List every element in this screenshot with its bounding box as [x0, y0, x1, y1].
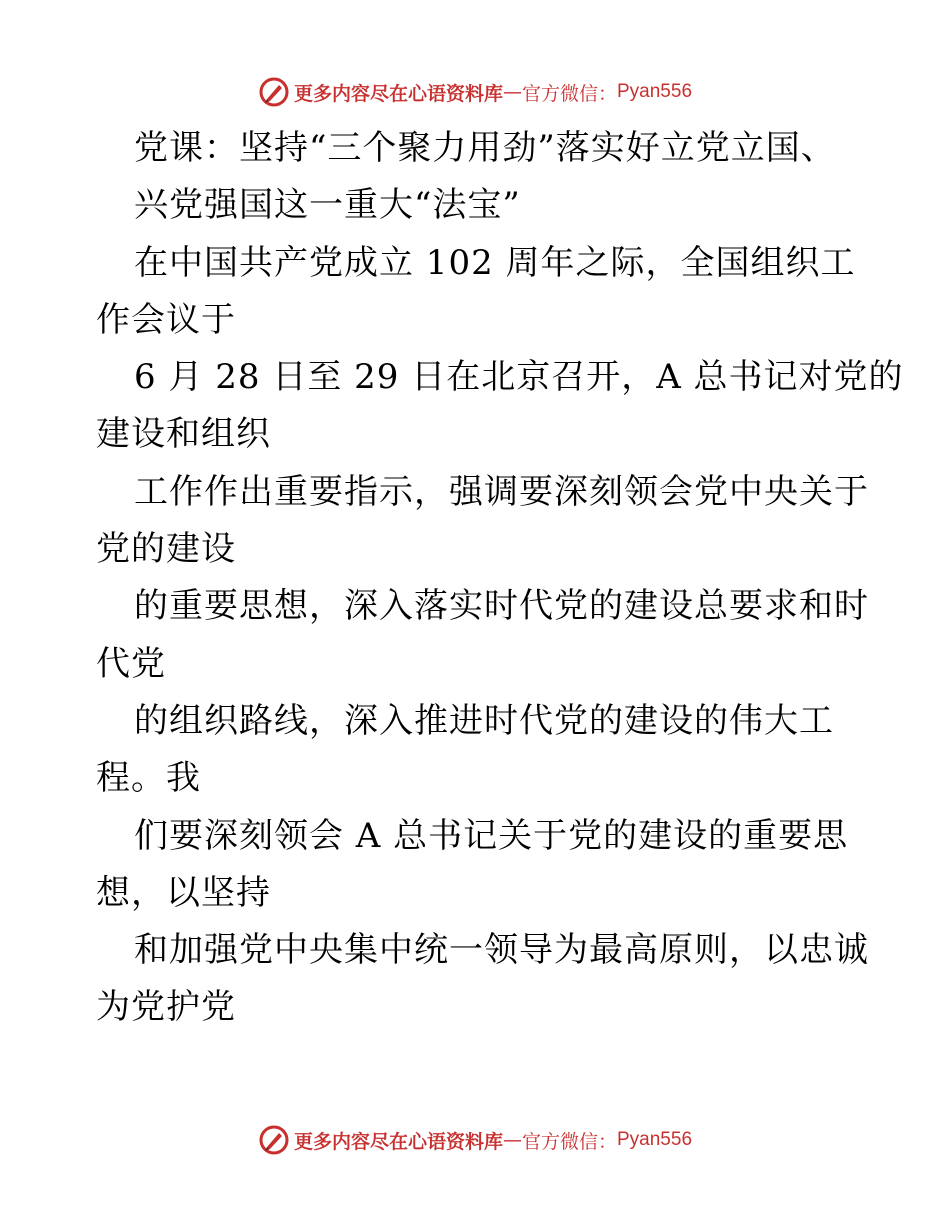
watermark-dash: — [502, 1129, 522, 1151]
doc-line: 党课：坚持“三个聚力用劲”落实好立党立国、 [134, 128, 836, 168]
watermark-dash: — [502, 81, 522, 103]
doc-line: 工作作出重要指示，强调要深刻领会党中央关于 [134, 471, 869, 512]
doc-line: 党的建设 [96, 529, 236, 570]
pen-logo-icon [258, 76, 290, 108]
doc-line: 兴党强国这一重大“法宝” [134, 185, 521, 226]
doc-line: 在中国共产党成立 102 周年之际，全国组织工 [134, 242, 856, 283]
doc-line: 的组织路线，深入推进时代党的建设的伟大工 [134, 700, 834, 741]
doc-line: 建设和组织 [96, 414, 271, 455]
watermark-id: Pyan556 [617, 81, 693, 102]
doc-line: 想，以坚持 [96, 872, 271, 913]
doc-line: 6 月 28 日至 29 日在北京召开，A 总书记对党的 [134, 357, 904, 398]
pen-logo-icon [258, 1124, 290, 1156]
watermark-sub-text: 官方微信： [521, 82, 617, 105]
doc-line: 作会议于 [96, 299, 236, 340]
watermark-id: Pyan556 [617, 1129, 693, 1150]
doc-line: 的重要思想，深入落实时代党的建设总要求和时 [134, 586, 869, 627]
watermark-main-text: 更多内容尽在心语资料库 [293, 1130, 503, 1153]
doc-line: 和加强党中央集中统一领导为最高原则，以忠诚 [134, 930, 869, 971]
watermark-header [0, 72, 950, 112]
doc-line: 代党 [96, 643, 166, 684]
doc-line: 为党护党 [96, 987, 236, 1028]
watermark-sub-text: 官方微信： [521, 1130, 617, 1153]
doc-line: 程。我 [96, 758, 201, 799]
watermark-main-text: 更多内容尽在心语资料库 [293, 82, 503, 105]
document-body [96, 120, 904, 1037]
watermark-footer [0, 1120, 950, 1160]
doc-line: 们要深刻领会 A 总书记关于党的建设的重要思 [134, 815, 849, 856]
